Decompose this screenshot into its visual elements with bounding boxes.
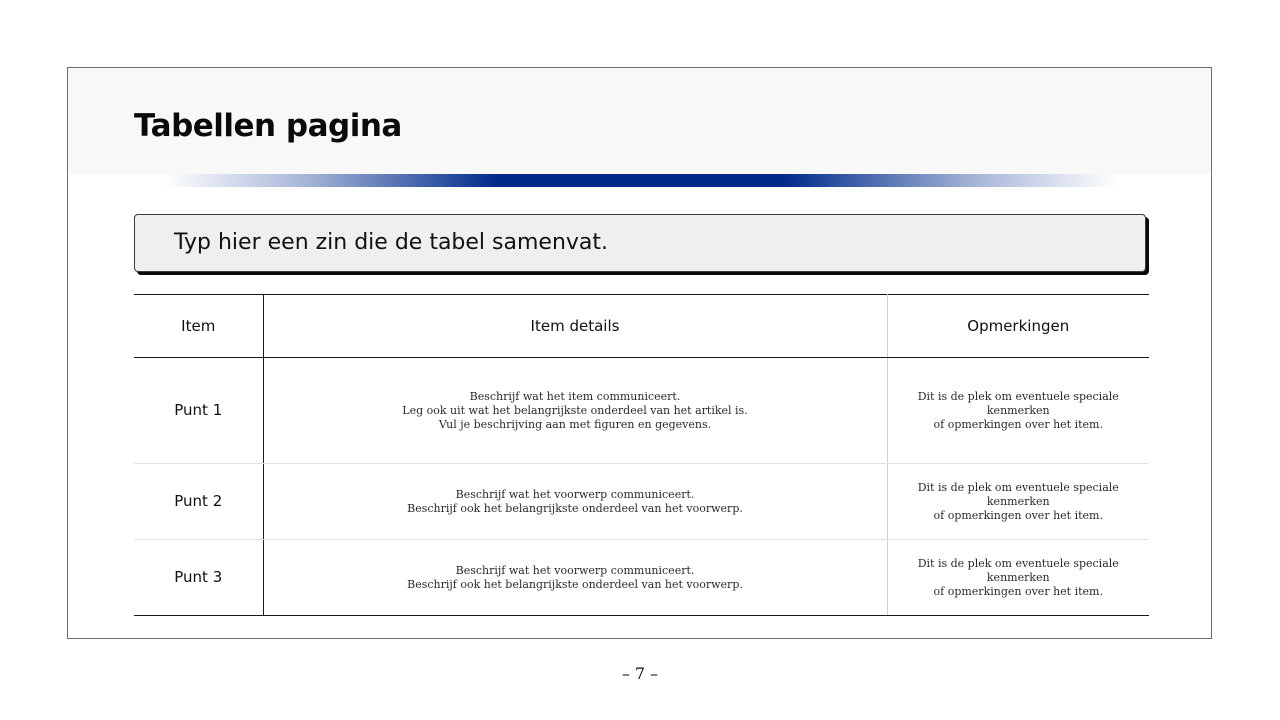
remarks-text <box>888 557 1150 599</box>
details-line: Leg ook uit wat het belangrijkste onderdeel van het artikel is. <box>402 403 748 417</box>
data-table <box>134 294 1149 616</box>
remarks-cell[interactable] <box>887 464 1149 540</box>
summary-box[interactable] <box>134 214 1146 272</box>
remarks-text <box>888 481 1150 523</box>
remarks-line: of opmerkingen over het item. <box>933 584 1103 598</box>
remarks-line: of opmerkingen over het item. <box>933 417 1103 431</box>
page-number: – 7 – <box>621 664 659 683</box>
item-cell[interactable] <box>134 540 263 616</box>
table-row <box>134 540 1149 616</box>
details-line: Beschrijf wat het item communiceert. <box>469 389 681 403</box>
summary-text[interactable]: Typ hier een zin die de tabel samenvat. <box>174 230 609 255</box>
details-line: Beschrijf ook het belangrijkste onderdeel van het voorwerp. <box>407 577 743 591</box>
details-cell[interactable] <box>263 464 887 540</box>
details-text <box>264 564 887 592</box>
item-cell[interactable] <box>134 358 263 464</box>
title-underline-bar <box>163 174 1118 187</box>
remarks-line: Dit is de plek om eventuele speciale kenmerken <box>917 556 1119 584</box>
header-remarks[interactable]: Opmerkingen <box>887 295 1149 358</box>
details-cell[interactable] <box>263 540 887 616</box>
details-line: Beschrijf ook het belangrijkste onderdeel van het voorwerp. <box>407 501 743 515</box>
remarks-cell[interactable] <box>887 540 1149 616</box>
header-item[interactable]: Item <box>134 295 263 358</box>
item-label: Punt 2 <box>174 492 223 510</box>
details-cell[interactable] <box>263 358 887 464</box>
remarks-cell[interactable] <box>887 358 1149 464</box>
remarks-line: of opmerkingen over het item. <box>933 508 1103 522</box>
remarks-line: Dit is de plek om eventuele speciale kenmerken <box>917 389 1119 417</box>
table-header-row <box>134 295 1149 358</box>
slide-title[interactable]: Tabellen pagina <box>134 108 402 144</box>
table-row <box>134 358 1149 464</box>
remarks-line: Dit is de plek om eventuele speciale kenmerken <box>917 480 1119 508</box>
slide <box>67 67 1212 639</box>
details-line: Beschrijf wat het voorwerp communiceert. <box>455 563 695 577</box>
remarks-text <box>888 390 1150 432</box>
item-label: Punt 1 <box>174 401 223 419</box>
details-line: Vul je beschrijving aan met figuren en gegevens. <box>438 417 712 431</box>
table-row <box>134 464 1149 540</box>
details-text <box>264 488 887 516</box>
header-item-details[interactable]: Item details <box>263 295 887 358</box>
item-label: Punt 3 <box>174 568 223 586</box>
item-cell[interactable] <box>134 464 263 540</box>
details-line: Beschrijf wat het voorwerp communiceert. <box>455 487 695 501</box>
details-text <box>264 390 887 432</box>
